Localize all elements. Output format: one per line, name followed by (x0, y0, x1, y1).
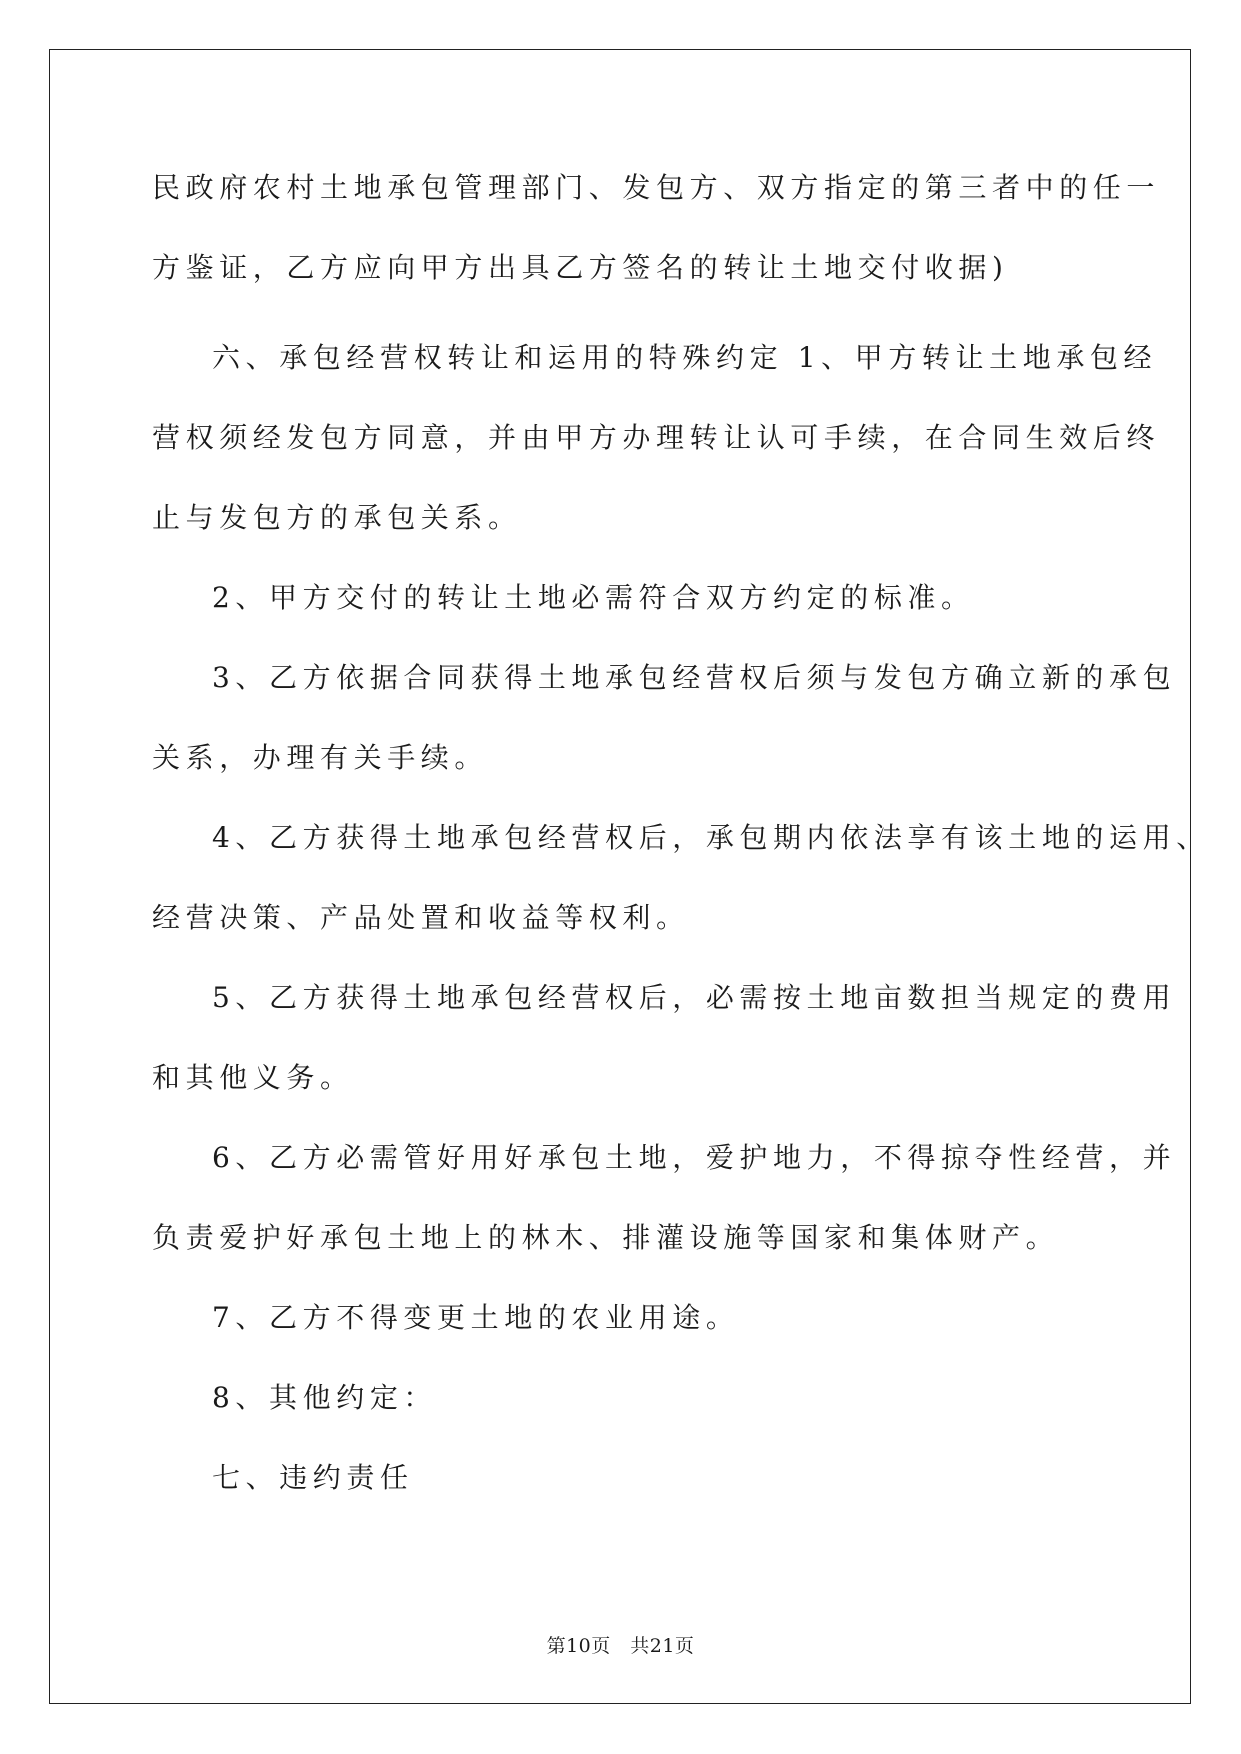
text-line: 止与发包方的承包关系。 (152, 501, 522, 534)
section-heading: 七、违约责任 (212, 1461, 414, 1494)
text-line: 民政府农村土地承包管理部门、发包方、双方指定的第三者中的任一 (152, 171, 1161, 204)
page-number-footer: 第10页 共21页 (546, 1635, 695, 1657)
text-line: 营权须经发包方同意，并由甲方办理转让认可手续，在合同生效后终 (152, 421, 1161, 454)
paragraph-start-line: 3、乙方依据合同获得土地承包经营权后须与发包方确立新的承包 (212, 661, 1177, 694)
paragraph-start-line: 5、乙方获得土地承包经营权后，必需按土地亩数担当规定的费用 (212, 981, 1177, 1014)
paragraph-start-line: 7、乙方不得变更土地的农业用途。 (212, 1301, 740, 1334)
text-line: 负责爱护好承包土地上的林木、排灌设施等国家和集体财产。 (152, 1221, 1060, 1254)
text-line: 方鉴证，乙方应向甲方出具乙方签名的转让土地交付收据) (152, 251, 1009, 284)
text-line: 关系，办理有关手续。 (152, 741, 489, 774)
paragraph-start-line: 6、乙方必需管好用好承包土地，爱护地力，不得掠夺性经营，并 (212, 1141, 1177, 1174)
paragraph-start-line: 8、其他约定： (212, 1381, 438, 1414)
paragraph-start-line: 六、承包经营权转让和运用的特殊约定 1、甲方转让土地承包经 (212, 341, 1158, 374)
paragraph-start-line: 2、甲方交付的转让土地必需符合双方约定的标准。 (212, 581, 975, 614)
text-line: 经营决策、产品处置和收益等权利。 (152, 901, 690, 934)
text-line: 和其他义务。 (152, 1061, 354, 1094)
paragraph-start-line: 4、乙方获得土地承包经营权后，承包期内依法享有该土地的运用、 (212, 821, 1210, 854)
page-border (49, 49, 1191, 1704)
